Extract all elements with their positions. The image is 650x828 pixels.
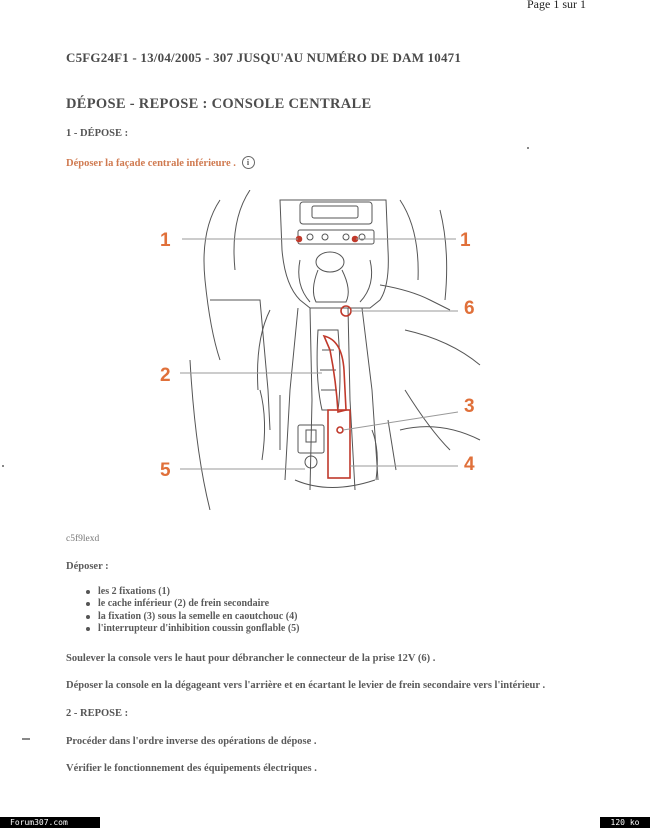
instructions-intro: Déposer : [66,561,109,572]
step1-heading: 1 - DÉPOSE : [66,128,129,139]
leader-lines [180,239,458,469]
callout-1-right: 1 [460,230,471,251]
list-item: les 2 fixations (1) [80,586,300,598]
step2-heading: 2 - REPOSE : [66,708,129,719]
info-icon[interactable]: i [242,156,255,169]
list-item: la fixation (3) sous la semelle en caoutchouc (4) [80,611,300,623]
figure-caption: c5f9lexd [66,534,100,544]
callout-5: 5 [160,460,171,481]
console-outline [190,190,480,510]
scan-speck [2,465,4,467]
paragraph-lift-console: Soulever la console vers le haut pour débrancher le connecteur de la prise 12V (6) . [66,653,436,664]
section-title: DÉPOSE - REPOSE : CONSOLE CENTRALE [66,96,372,112]
fixing-3-marker [337,427,343,433]
footer-source: Forum307.com [0,817,100,828]
list-item: le cache inférieur (2) de frein secondaire [80,598,300,610]
callout-4: 4 [464,454,475,475]
scan-speck [22,738,30,740]
secondary-brake-cover [324,336,346,412]
callout-3: 3 [464,396,475,417]
footer-size: 120 ko [600,817,650,828]
paragraph-reverse-order: Procéder dans l'ordre inverse des opérations de dépose . [66,736,317,747]
step1-link[interactable] [66,156,255,169]
rubber-mat [328,410,350,478]
scan-speck [527,147,529,149]
console-diagram [150,190,500,510]
page-number: Page 1 sur 1 [527,0,586,11]
step1-link-text[interactable]: Déposer la façade centrale inférieure . [66,158,236,169]
callout-2: 2 [160,365,171,386]
callout-1-left: 1 [160,230,171,251]
document-title: C5FG24F1 - 13/04/2005 - 307 JUSQU'AU NUMÉRO DE DAM 10471 [66,50,462,65]
paragraph-check-electrics: Vérifier le fonctionnement des équipements électriques . [66,763,317,774]
instruction-list [80,586,300,636]
list-item: l'interrupteur d'inhibition coussin gonflable (5) [80,623,300,635]
paragraph-remove-console: Déposer la console en la dégageant vers l'arrière et en écartant le levier de frein secondaire vers l'intérieur . [66,680,546,691]
callout-6: 6 [464,298,475,319]
